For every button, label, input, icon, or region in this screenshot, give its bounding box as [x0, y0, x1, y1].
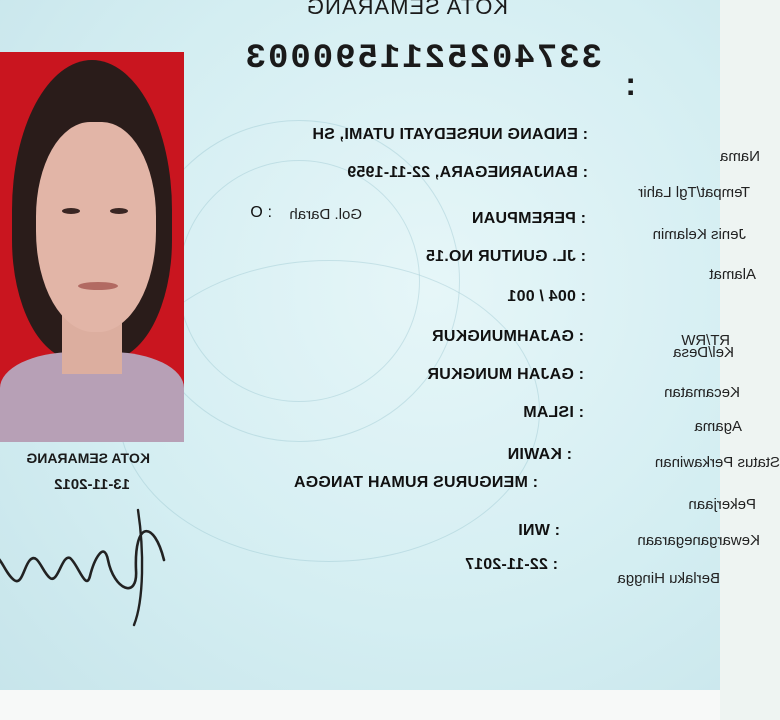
- label-ttl: Tempat/Tgl Lahir: [638, 184, 750, 201]
- label-agama: Agama: [694, 418, 742, 435]
- issue-city: KOTA SEMARANG: [26, 450, 150, 466]
- issue-date: 13-11-2012: [54, 476, 130, 493]
- value-pekerjaan: : MENGURUS RUMAH TANGGA: [293, 474, 538, 491]
- value-jenis-kelamin: : PEREMPUAN: [471, 210, 586, 227]
- value-rt-rw: : 004 / 001: [507, 288, 586, 305]
- value-nama: : ENDANG NURSEDYATI UTAMI, SH: [312, 126, 588, 143]
- value-kel-desa: : GAJAHMUNGKUR: [431, 328, 584, 345]
- label-pekerjaan: Pekerjaan: [688, 496, 756, 513]
- label-alamat: Alamat: [709, 266, 756, 283]
- header-city: KOTA SEMARANG: [305, 0, 508, 19]
- value-ttl: : BANJARNEGARA, 22-11-1959: [347, 164, 588, 181]
- label-jenis-kelamin: Jenis Kelamin: [652, 226, 746, 243]
- label-kel-desa: Kel/Desa: [673, 344, 734, 361]
- label-kewarganegaraan: Kewarganegaraan: [637, 532, 760, 549]
- nik-colon: :: [625, 66, 636, 102]
- label-berlaku-hingga: Berlaku Hingga: [617, 570, 720, 587]
- label-kecamatan: Kecamatan: [664, 384, 740, 401]
- nik-number: 3374025211590003: [243, 40, 602, 78]
- holder-photo: [0, 52, 184, 442]
- value-status-perkawinan: : KAWIN: [507, 446, 572, 463]
- value-agama: : ISLAM: [523, 404, 584, 421]
- value-alamat: : JL. GUNTUR NO.15: [425, 248, 586, 265]
- label-rt-rw: RT/RW: [681, 332, 730, 349]
- value-kewarganegaraan: : WNI: [518, 522, 560, 539]
- card-edge: [0, 690, 720, 720]
- label-gol-darah: Gol. Darah: [289, 206, 362, 223]
- value-kecamatan: : GAJAH MUNGKUR: [427, 366, 584, 383]
- value-gol-darah: : O: [250, 204, 272, 221]
- value-berlaku-hingga: : 22-11-2017: [464, 556, 558, 573]
- holder-signature: [0, 500, 174, 630]
- label-nama: Nama: [719, 148, 760, 165]
- label-status-perkawinan: Status Perkawinan: [654, 454, 780, 471]
